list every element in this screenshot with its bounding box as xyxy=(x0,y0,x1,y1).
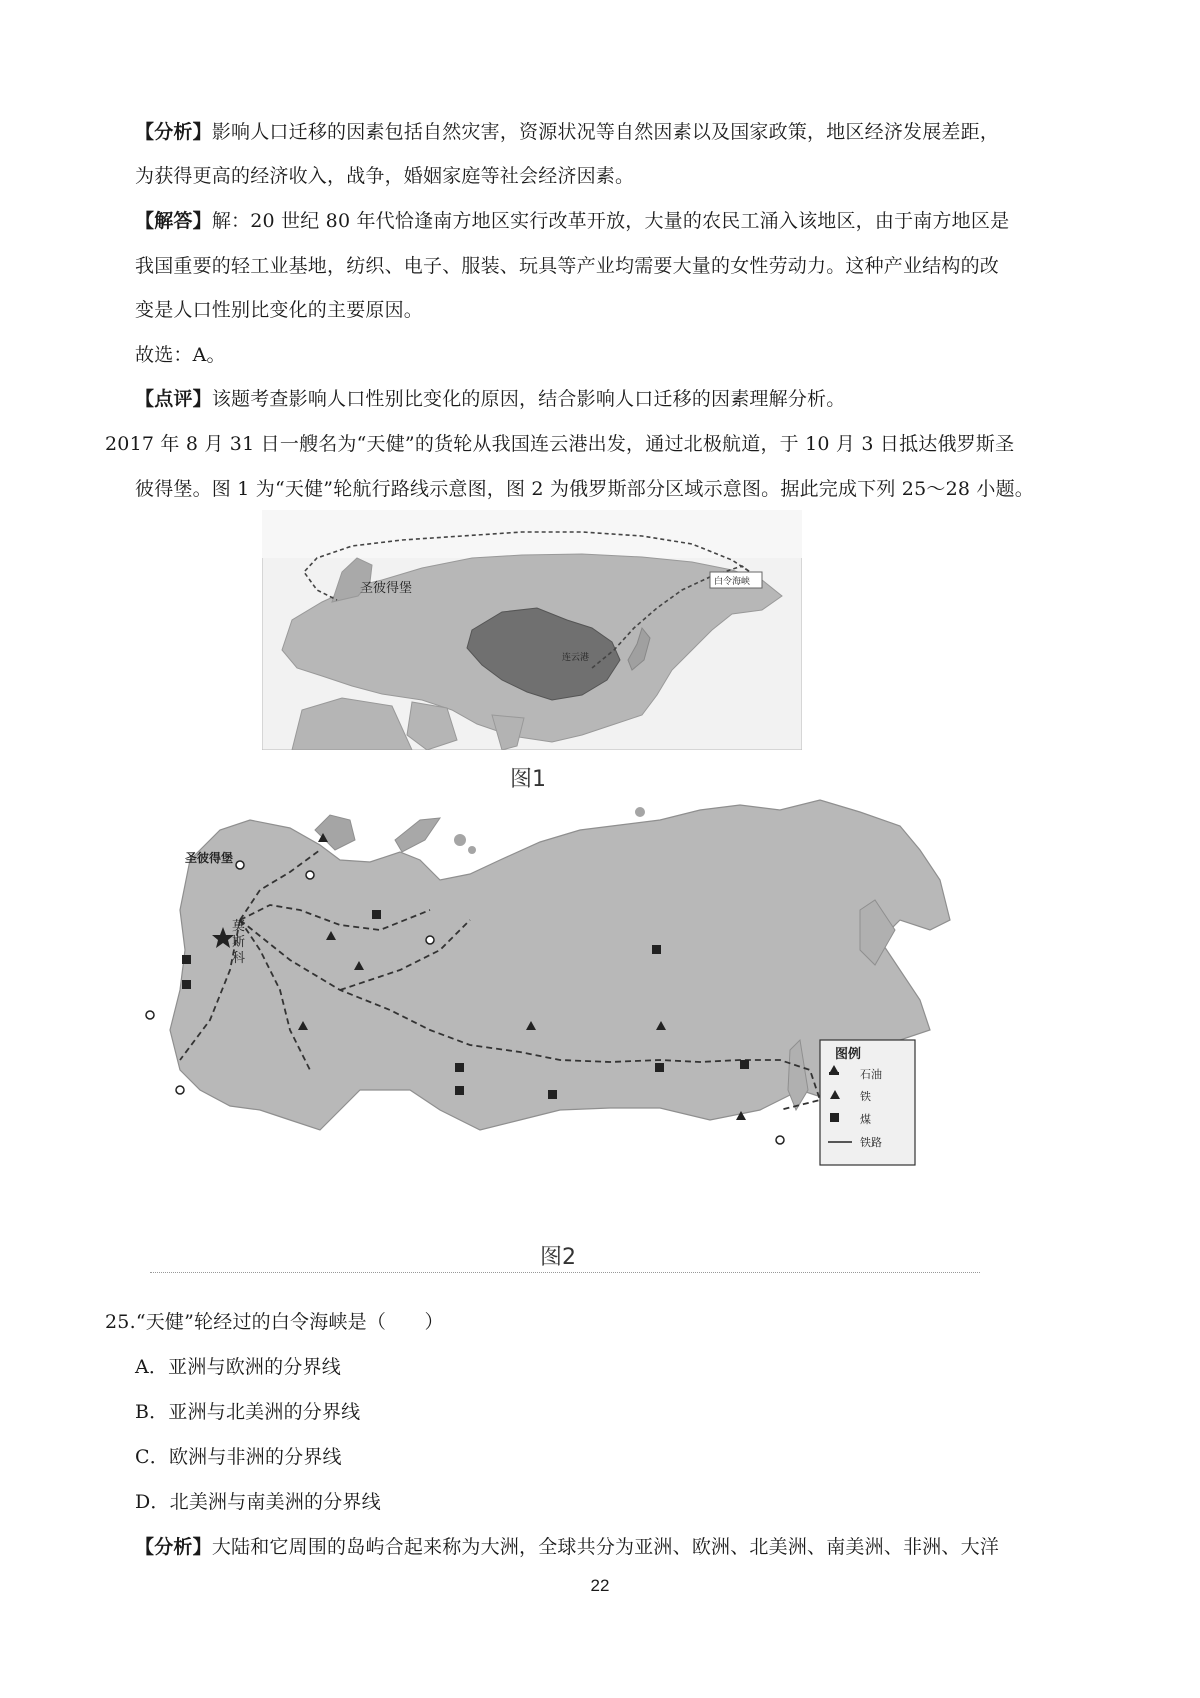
fig2-moscow-label-c: 科 xyxy=(232,951,246,966)
option-b: B．亚洲与北美洲的分界线 xyxy=(135,1401,361,1423)
figure-1-route-map xyxy=(262,510,802,750)
fig1-port-label: 连云港 xyxy=(562,653,590,663)
answer-paragraph xyxy=(135,209,1009,233)
legend-item-coal: 煤 xyxy=(860,1113,871,1126)
analysis-paragraph-1 xyxy=(135,120,999,144)
legend-title: 图例 xyxy=(835,1047,862,1062)
fig1-strait-label: 白令海峡 xyxy=(714,577,751,587)
legend-coal-icon xyxy=(830,1113,839,1122)
legend-item-iron: 铁 xyxy=(860,1090,871,1103)
legend-item-railway: 铁路 xyxy=(860,1136,882,1149)
analysis-tag: 【分析】 xyxy=(135,121,212,143)
fig2-legend xyxy=(820,1040,915,1165)
analysis-text-line-1: 影响人口迁移的因素包括自然灾害，资源状况等自然因素以及国家政策，地区经济发展差距， xyxy=(211,121,1000,143)
comment-paragraph xyxy=(135,387,845,411)
figure-2-caption: 图2 xyxy=(540,1245,576,1270)
comment-tag: 【点评】 xyxy=(135,388,212,410)
final-analysis xyxy=(135,1535,999,1559)
page-number: 22 xyxy=(590,1576,610,1595)
figure-1-caption: 图1 xyxy=(510,767,546,792)
intro-line-2: 彼得堡。图 1 为“天健”轮航行路线示意图，图 2 为俄罗斯部分区域示意图。据此完成下列 25～28 小题。 xyxy=(135,478,1034,500)
question-stem: 25.“天健”轮经过的白令海峡是（ ） xyxy=(105,1311,444,1333)
fig2-moscow-label-b: 斯 xyxy=(232,935,246,950)
fig2-city-label: 圣彼得堡 xyxy=(185,851,234,865)
fig1-city-label: 圣彼得堡 xyxy=(360,581,413,596)
figure-2-russia-map xyxy=(140,790,970,1260)
option-c: C．欧洲与非洲的分界线 xyxy=(135,1446,342,1468)
comment-text: 该题考查影响人口性别比变化的原因，结合影响人口迁移的因素理解分析。 xyxy=(211,388,846,410)
divider xyxy=(150,1272,980,1273)
final-analysis-text: 大陆和它周围的岛屿合起来称为大洲，全球共分为亚洲、欧洲、北美洲、南美洲、非洲、大洋 xyxy=(211,1536,1000,1558)
final-analysis-tag: 【分析】 xyxy=(135,1536,212,1558)
choice-result: 故选：A。 xyxy=(135,344,226,366)
fig2-moscow-label-a: 莫 xyxy=(232,919,246,934)
option-a: A．亚洲与欧洲的分界线 xyxy=(135,1356,341,1378)
option-d: D．北美洲与南美洲的分界线 xyxy=(135,1491,381,1513)
analysis-text-line-2: 为获得更高的经济收入，战争，婚姻家庭等社会经济因素。 xyxy=(135,165,635,187)
answer-text-line-2: 我国重要的轻工业基地，纺织、电子、服装、玩具等产业均需要大量的女性劳动力。这种产业结构的改 xyxy=(135,255,1000,277)
legend-item-oil: 石油 xyxy=(860,1068,882,1081)
intro-line-1: 2017 年 8 月 31 日一艘名为“天健”的货轮从我国连云港出发，通过北极航道，于 10 月 3 日抵达俄罗斯圣 xyxy=(105,433,1015,455)
answer-tag: 【解答】 xyxy=(135,210,212,232)
answer-text-line-1: 解：20 世纪 80 年代恰逢南方地区实行改革开放，大量的农民工涌入该地区，由于南方地区是 xyxy=(211,210,1010,232)
answer-text-line-3: 变是人口性别比变化的主要原因。 xyxy=(135,299,424,321)
